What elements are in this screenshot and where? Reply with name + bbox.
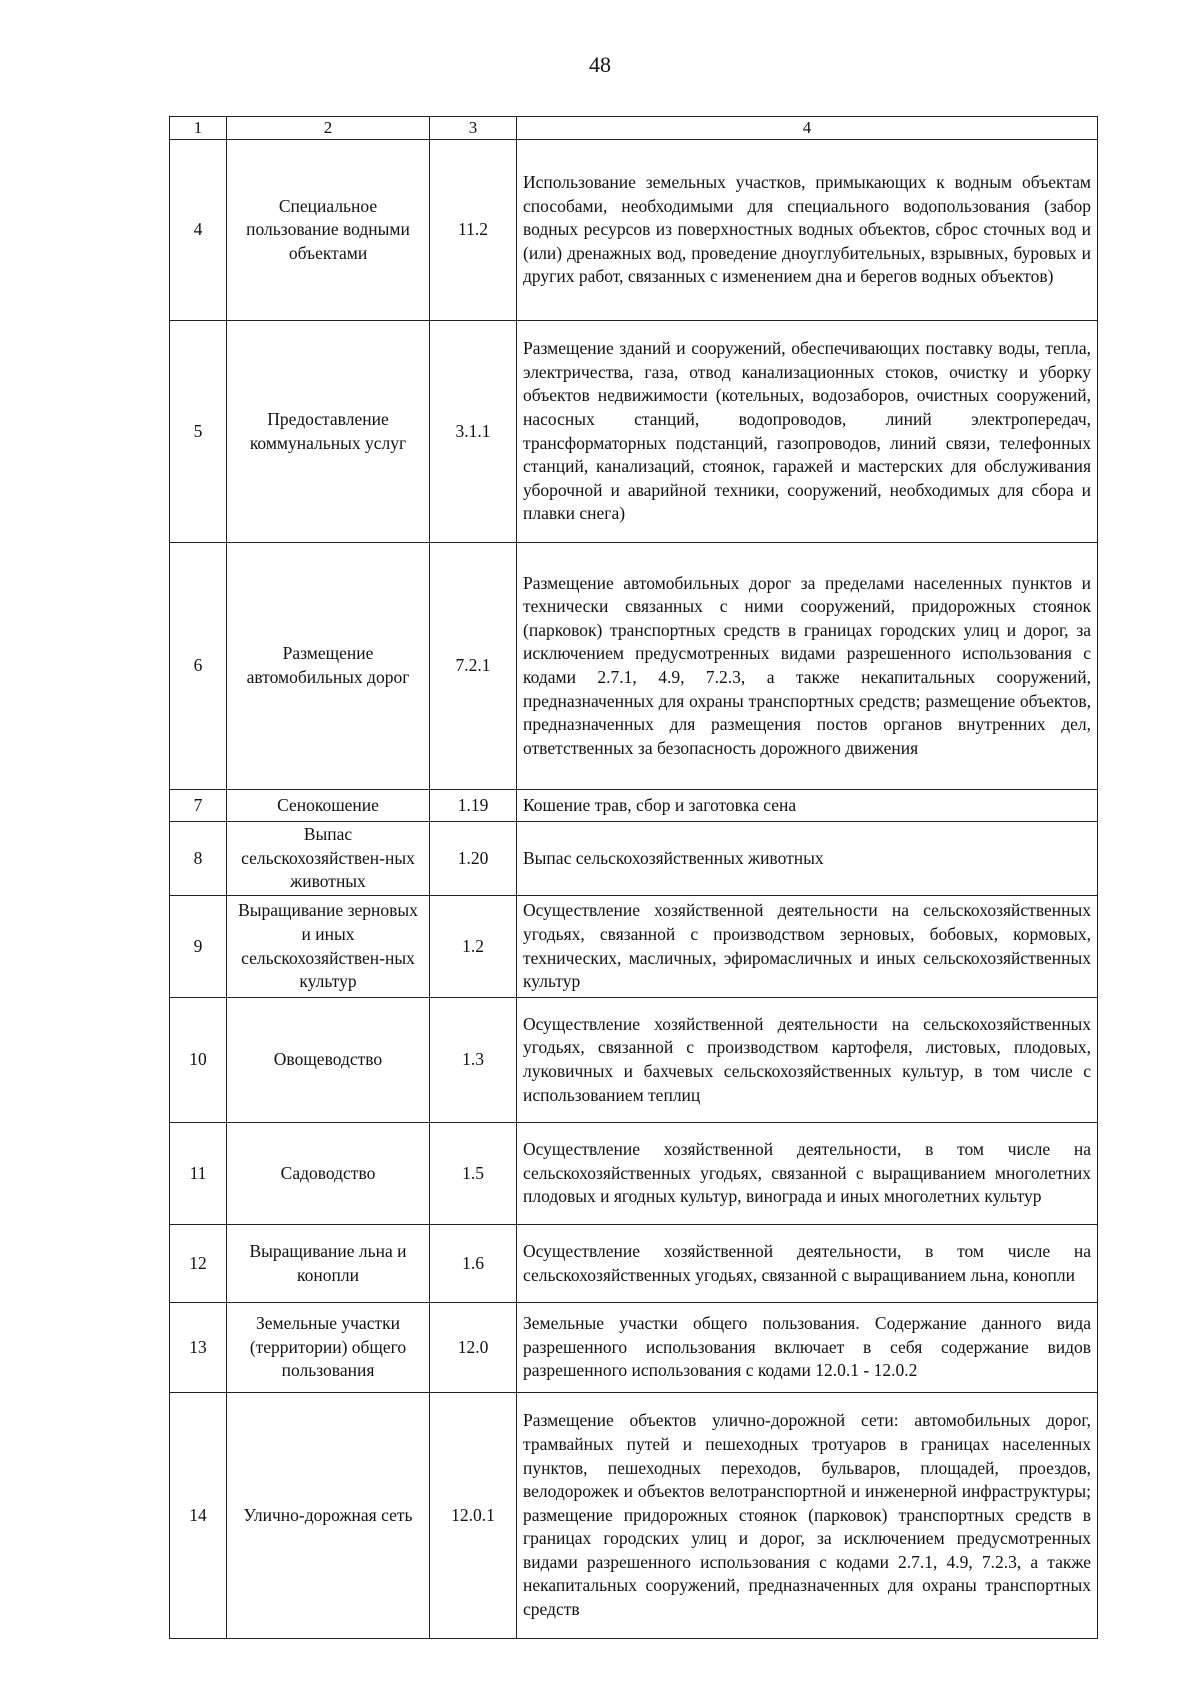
table-row [170, 1393, 1098, 1639]
table-row [170, 822, 1098, 896]
use-name: Овощеводство [227, 998, 430, 1123]
row-number: 10 [170, 998, 227, 1123]
header-cell-1: 1 [170, 117, 227, 140]
use-description: Выпас сельскохозяйственных животных [517, 822, 1098, 896]
table-row [170, 321, 1098, 543]
row-number: 9 [170, 896, 227, 998]
use-description: Осуществление хозяйственной деятельности на сельскохозяйственных угодьях, связанной с производством зерновых, бобовых, кормовых, технических, масличных, эфиромасличных и иных сельскохозяйственных культур [517, 896, 1098, 998]
use-name: Садоводство [227, 1123, 430, 1225]
table-row [170, 998, 1098, 1123]
row-number: 7 [170, 790, 227, 822]
table-row [170, 790, 1098, 822]
use-description: Размещение зданий и сооружений, обеспечивающих поставку воды, тепла, электричества, газа, отвод канализационных стоков, очистку и уборку объектов недвижимости (котельных, водозаборов, очистных сооружений, насосных станций, водопроводов, линий электропередач, трансформаторных подстанций, газопроводов, линий связи, телефонных станций, канализаций, стоянок, гаражей и мастерских для обслуживания уборочной и аварийной техники, сооружений, необходимых для сбора и плавки снега) [517, 321, 1098, 543]
use-description: Использование земельных участков, примыкающих к водным объектам способами, необходимыми для специального водопользования (забор водных ресурсов из поверхностных водных объектов, сброс сточных вод и (или) дренажных вод, проведение дноуглубительных, взрывных, буровых и других работ, связанных с изменением дна и берегов водных объектов) [517, 140, 1098, 321]
table-row [170, 1123, 1098, 1225]
header-cell-3: 3 [430, 117, 517, 140]
use-name: Выращивание льна и конопли [227, 1225, 430, 1303]
table-row [170, 896, 1098, 998]
row-number: 14 [170, 1393, 227, 1639]
use-code: 12.0.1 [430, 1393, 517, 1639]
use-description: Размещение объектов улично-дорожной сети: автомобильных дорог, трамвайных путей и пешеходных тротуаров в границах населенных пунктов, пешеходных переходов, бульваров, площадей, проездов, велодорожек и объектов велотранспортной и инженерной инфраструктуры; размещение придорожных стоянок (парковок) транспортных средств в границах городских улиц и дорог, за исключением предусмотренных видами разрешенного использования с кодами 2.7.1, 4.9, 7.2.3, а также некапитальных сооружений, предназначенных для охраны транспортных средств [517, 1393, 1098, 1639]
use-code: 12.0 [430, 1303, 517, 1393]
use-name: Выпас сельскохозяйствен-ных животных [227, 822, 430, 896]
use-code: 1.2 [430, 896, 517, 998]
table-header-row [170, 117, 1098, 140]
table-row [170, 1225, 1098, 1303]
use-code: 1.5 [430, 1123, 517, 1225]
table-row [170, 1303, 1098, 1393]
use-name: Предоставление коммунальных услуг [227, 321, 430, 543]
use-code: 3.1.1 [430, 321, 517, 543]
row-number: 12 [170, 1225, 227, 1303]
table-row [170, 543, 1098, 790]
use-description: Осуществление хозяйственной деятельности, в том числе на сельскохозяйственных угодьях, связанной с выращиванием многолетних плодовых и ягодных культур, винограда и иных многолетних культур [517, 1123, 1098, 1225]
use-description: Осуществление хозяйственной деятельности, в том числе на сельскохозяйственных угодьях, связанной с выращиванием льна, конопли [517, 1225, 1098, 1303]
use-name: Размещение автомобильных дорог [227, 543, 430, 790]
use-name: Улично-дорожная сеть [227, 1393, 430, 1639]
row-number: 6 [170, 543, 227, 790]
use-code: 7.2.1 [430, 543, 517, 790]
use-description: Размещение автомобильных дорог за пределами населенных пунктов и технически связанных с ними сооружений, придорожных стоянок (парковок) транспортных средств в границах городских улиц и дорог, за исключением предусмотренных видами разрешенного использования с кодами 2.7.1, 4.9, 7.2.3, а также некапитальных сооружений, предназначенных для охраны транспортных средств; размещение объектов, предназначенных для размещения постов органов внутренних дел, ответственных за безопасность дорожного движения [517, 543, 1098, 790]
header-cell-2: 2 [227, 117, 430, 140]
use-name: Сенокошение [227, 790, 430, 822]
page-number: 48 [589, 52, 611, 77]
use-name: Земельные участки (территории) общего пользования [227, 1303, 430, 1393]
use-description: Земельные участки общего пользования. Содержание данного вида разрешенного использования включает в себя содержание видов разрешенного использования с кодами 12.0.1 - 12.0.2 [517, 1303, 1098, 1393]
use-code: 1.20 [430, 822, 517, 896]
header-cell-4: 4 [517, 117, 1098, 140]
use-name: Специальное пользование водными объектами [227, 140, 430, 321]
row-number: 11 [170, 1123, 227, 1225]
row-number: 8 [170, 822, 227, 896]
use-code: 1.6 [430, 1225, 517, 1303]
use-description: Осуществление хозяйственной деятельности на сельскохозяйственных угодьях, связанной с производством картофеля, листовых, плодовых, луковичных и бахчевых сельскохозяйственных культур, в том числе с использованием теплиц [517, 998, 1098, 1123]
row-number: 13 [170, 1303, 227, 1393]
row-number: 4 [170, 140, 227, 321]
use-description: Кошение трав, сбор и заготовка сена [517, 790, 1098, 822]
use-name: Выращивание зерновых и иных сельскохозяйствен-ных культур [227, 896, 430, 998]
row-number: 5 [170, 321, 227, 543]
permitted-use-table [169, 116, 1098, 1639]
use-code: 1.19 [430, 790, 517, 822]
use-code: 1.3 [430, 998, 517, 1123]
use-code: 11.2 [430, 140, 517, 321]
table-row [170, 140, 1098, 321]
